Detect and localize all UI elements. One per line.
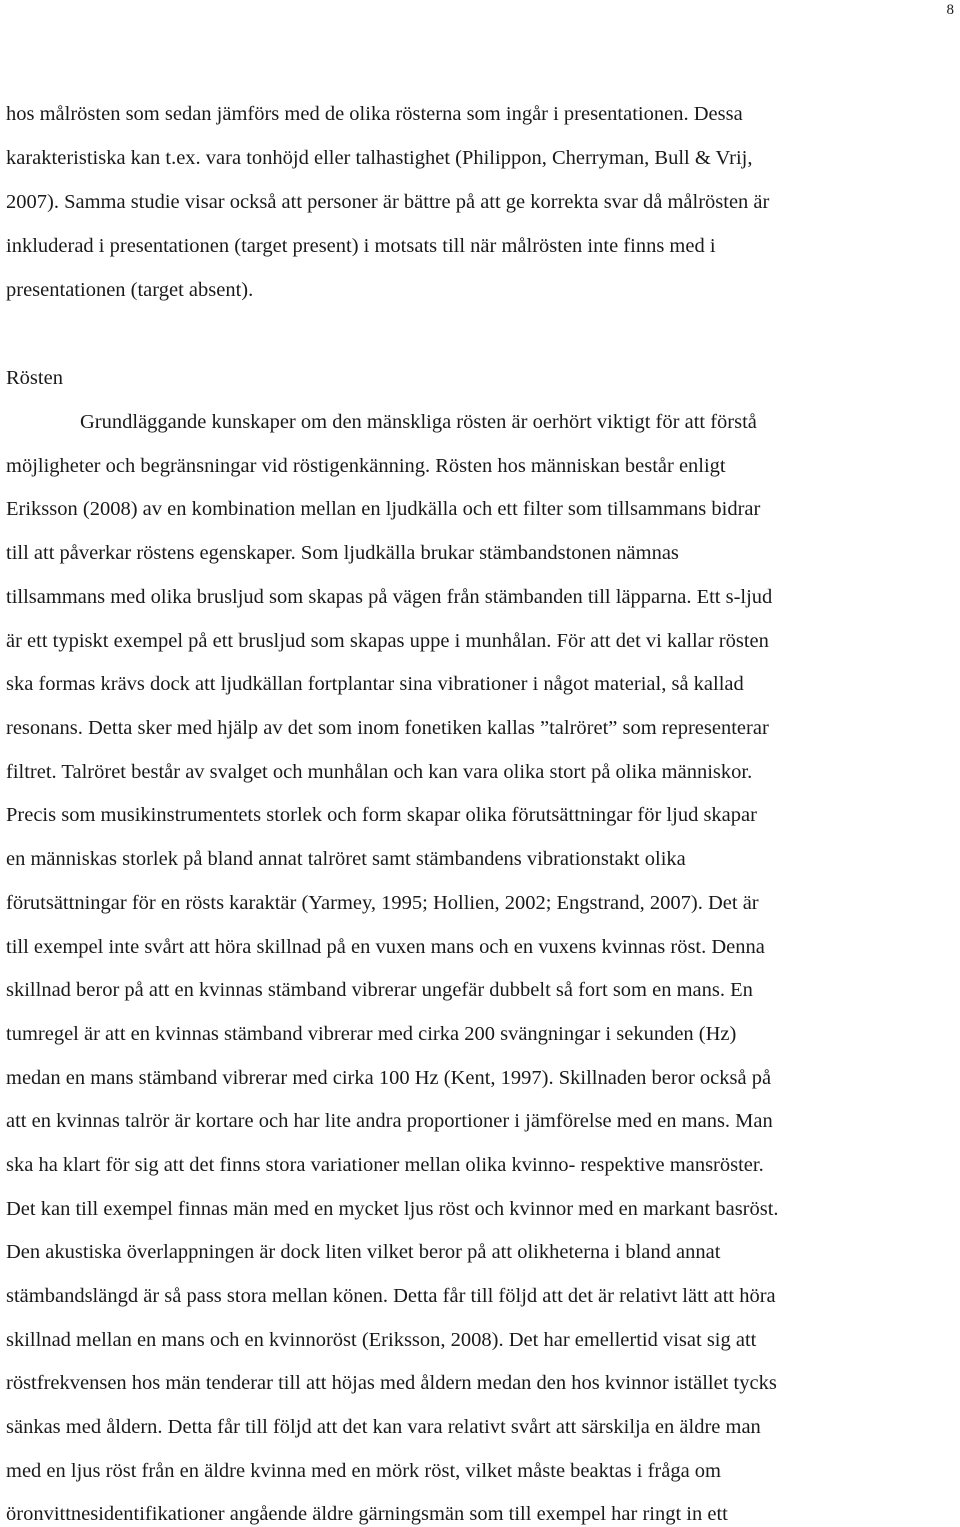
text-line: till att påverkar röstens egenskaper. Som ljudkälla brukar stämbandstonen nämnas	[6, 542, 679, 564]
text-line: stämbandslängd är så pass stora mellan könen. Detta får till följd att det är relativt lätt att höra	[6, 1285, 776, 1307]
text-line: tumregel är att en kvinnas stämband vibrerar med cirka 200 svängningar i sekunden (Hz)	[6, 1023, 737, 1045]
text-line: inkluderad i presentationen (target present) i motsats till när målrösten inte finns med i	[6, 235, 716, 257]
text-line: tillsammans med olika brusljud som skapas på vägen från stämbanden till läpparna. Ett s-ljud	[6, 586, 773, 608]
text-line: är ett typiskt exempel på ett brusljud som skapas uppe i munhålan. För att det vi kallar rösten	[6, 630, 769, 652]
text-line: hos målrösten som sedan jämförs med de olika rösterna som ingår i presentationen. Dessa	[6, 103, 743, 125]
text-line: möjligheter och begränsningar vid röstigenkänning. Rösten hos människan består enligt	[6, 455, 726, 477]
text-line: resonans. Detta sker med hjälp av det som inom fonetiken kallas ”talröret” som representerar	[6, 717, 769, 739]
text-line: medan en mans stämband vibrerar med cirka 100 Hz (Kent, 1997). Skillnaden beror också på	[6, 1067, 772, 1089]
text-line: 2007). Samma studie visar också att personer är bättre på att ge korrekta svar då målrösten är	[6, 191, 770, 213]
text-line: en människas storlek på bland annat talröret samt stämbandens vibrationstakt olika	[6, 848, 686, 870]
text-line: att en kvinnas talrör är kortare och har lite andra proportioner i jämförelse med en mans. Man	[6, 1110, 773, 1132]
text-line: Eriksson (2008) av en kombination mellan en ljudkälla och ett filter som tillsammans bidrar	[6, 498, 761, 520]
text-line: ska ha klart för sig att det finns stora variationer mellan olika kvinno- respektive mansröster.	[6, 1154, 764, 1176]
text-line: förutsättningar för en rösts karaktär (Yarmey, 1995; Hollien, 2002; Engstrand, 2007). Det är	[6, 892, 759, 914]
text-line: med en ljus röst från en äldre kvinna med en mörk röst, vilket måste beaktas i fråga om	[6, 1460, 722, 1482]
text-line: skillnad beror på att en kvinnas stämband vibrerar ungefär dubbelt så fort som en mans. En	[6, 979, 753, 1001]
text-line: sänkas med åldern. Detta får till följd att det kan vara relativt svårt att särskilja en äldre man	[6, 1416, 761, 1438]
text-line: Det kan till exempel finnas män med en mycket ljus röst och kvinnor med en markant basröst.	[6, 1198, 779, 1220]
text-line: Precis som musikinstrumentets storlek och form skapar olika förutsättningar för ljud skapar	[6, 804, 757, 826]
text-line: karakteristiska kan t.ex. vara tonhöjd eller talhastighet (Philippon, Cherryman, Bull & Vrij,	[6, 147, 753, 169]
page-number: 8	[946, 2, 954, 18]
section-heading: Rösten	[6, 367, 63, 389]
text-line: filtret. Talröret består av svalget och munhålan och kan vara olika stort på olika människor.	[6, 761, 753, 783]
text-line: till exempel inte svårt att höra skillnad på en vuxen mans och en vuxens kvinnas röst. Denna	[6, 936, 765, 958]
text-line: skillnad mellan en mans och en kvinnoröst (Eriksson, 2008). Det har emellertid visat sig att	[6, 1329, 757, 1351]
text-line: öronvittnesidentifikationer angående äldre gärningsmän som till exempel har ringt in ett	[6, 1503, 728, 1525]
text-line: ska formas krävs dock att ljudkällan fortplantar sina vibrationer i något material, så kallad	[6, 673, 744, 695]
text-line: röstfrekvensen hos män tenderar till att höjas med åldern medan den hos kvinnor istället tycks	[6, 1372, 777, 1394]
text-line: presentationen (target absent).	[6, 279, 254, 301]
text-line: Den akustiska överlappningen är dock liten vilket beror på att olikheterna i bland annat	[6, 1241, 721, 1263]
text-line: Grundläggande kunskaper om den mänskliga rösten är oerhört viktigt för att förstå	[80, 411, 757, 433]
